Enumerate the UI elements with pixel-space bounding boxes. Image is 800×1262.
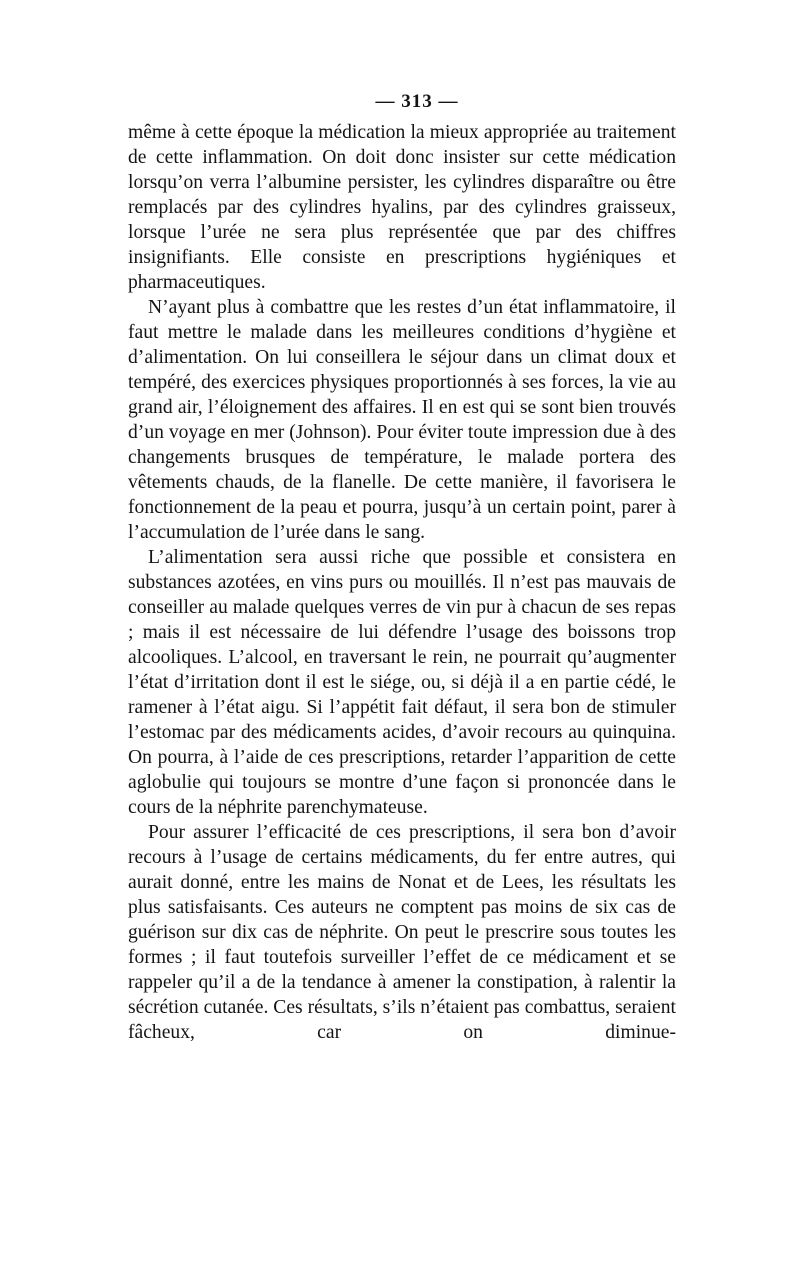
paragraph-4: Pour assurer l’efficacité de ces prescriptions, il sera bon d’avoir recours à l’usage de certains médicaments, du fer entre autres, qui aurait donné, entre les mains de Nonat et de Lees, les résultats les plus satisfaisants. Ces auteurs ne comptent pas moins de six cas de guérison sur dix cas de néphrite. On peut le prescrire sous toutes les formes ; il faut toutefois surveiller l’effet de ce médicament et se rappeler qu’il a de la tendance à amener la constipation, à ralentir la sécrétion cutanée. Ces résultats, s’ils n’étaient pas combattus, seraient fâcheux, car on diminue- — [128, 822, 676, 1043]
paragraph-1: même à cette époque la médication la mieux appropriée au traitement de cette inflammation. On doit donc insister sur cette médication lorsqu’on verra l’albumine persister, les cylindres disparaître ou être remplacés par des cylindres hyalins, par des cylindres graisseux, lorsque l’urée ne sera plus représentée que par des chiffres insignifiants. Elle consiste en prescriptions hygiéniques et pharmaceutiques. — [128, 122, 676, 293]
book-page — [128, 88, 676, 1045]
paragraph-3: L’alimentation sera aussi riche que possible et consistera en substances azotées, en vins purs ou mouillés. Il n’est pas mauvais de conseiller au malade quelques verres de vin pur à chacun de ses repas ; mais il est nécessaire de lui défendre l’usage des boissons trop alcooliques. L’alcool, en traversant le rein, ne pourrait qu’augmenter l’état d’irritation dont il est le siége, ou, si déjà il a en partie cédé, le ramener à l’état aigu. Si l’appétit fait défaut, il sera bon de stimuler l’estomac par des médicaments acides, d’avoir recours au quinquina. On pourra, à l’aide de ces prescriptions, retarder l’apparition de cette aglobulie qui toujours se montre d’une façon si prononcée dans le cours de la néphrite parenchymateuse. — [128, 547, 676, 818]
page-number: — 313 — — [375, 91, 459, 112]
paragraph-2: N’ayant plus à combattre que les restes d’un état inflammatoire, il faut mettre le malade dans les meilleures conditions d’hygiène et d’alimentation. On lui conseillera le séjour dans un climat doux et tempéré, des exercices physiques proportionnés à ses forces, la vie au grand air, l’éloignement des affaires. Il en est qui se sont bien trouvés d’un voyage en mer (Johnson). Pour éviter toute impression due à des changements brusques de température, le malade portera des vêtements chauds, de la flanelle. De cette manière, il favorisera le fonctionnement de la peau et pourra, jusqu’à un certain point, parer à l’accumulation de l’urée dans le sang. — [128, 297, 676, 543]
